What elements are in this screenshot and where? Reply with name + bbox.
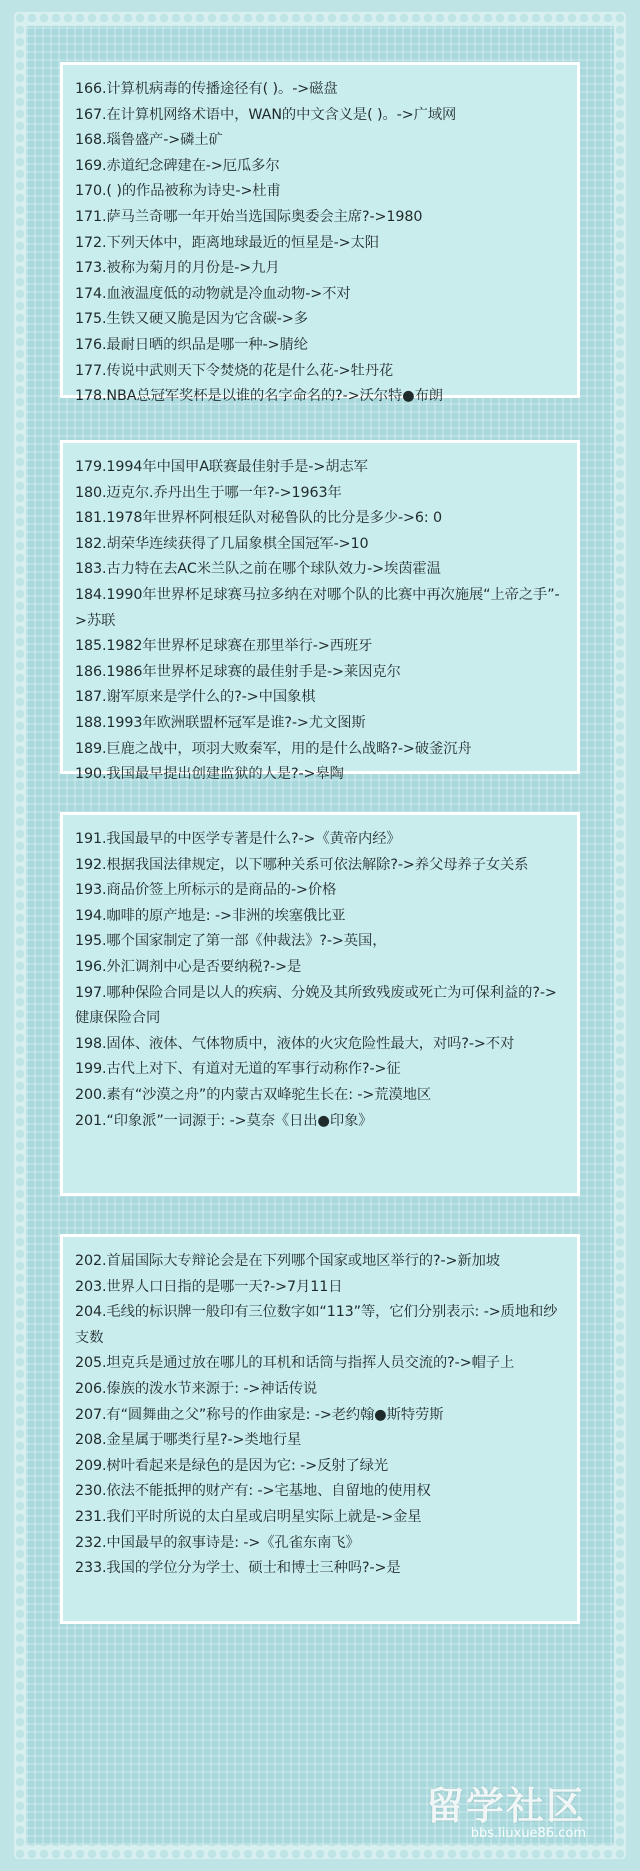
list-item: 177.传说中武则天下令焚烧的花是什么花->牡丹花 <box>75 362 394 379</box>
watermark-url: bbs.liuxue86.com <box>470 1826 586 1841</box>
list-item: 231.我们平时所说的太白星或启明星实际上就是->金星 <box>75 1508 422 1525</box>
list-item: 189.巨鹿之战中，项羽大败秦军，用的是什么战略?->破釜沉舟 <box>75 740 472 757</box>
list-item: 200.素有“沙漠之舟”的内蒙古双峰驼生长在: ->荒漠地区 <box>75 1086 432 1103</box>
list-item: 174.血液温度低的动物就是冷血动物->不对 <box>75 285 351 302</box>
list-item: 181.1978年世界杯阿根廷队对秘鲁队的比分是多少->6: 0 <box>75 510 443 527</box>
list-item: 183.古力特在去AC米兰队之前在哪个球队效力->埃茵霍温 <box>75 561 441 578</box>
list-item: 205.坦克兵是通过放在哪儿的耳机和话筒与指挥人员交流的?->帽子上 <box>75 1355 515 1372</box>
list-item: 173.被称为菊月的月份是->九月 <box>75 260 280 277</box>
list-item: 167.在计算机网络术语中，WAN的中文含义是( )。->广域网 <box>75 106 457 123</box>
list-item: 209.树叶看起来是绿色的是因为它: ->反射了绿光 <box>75 1457 389 1474</box>
watermark-logo-text: 留学社区 <box>425 1784 586 1828</box>
list-item: 199.古代上对下、有道对无道的军事行动称作?->征 <box>75 1061 401 1078</box>
list-item: 192.根据我国法律规定，以下哪种关系可依法解除?->养父母养子女关系 <box>75 856 529 873</box>
list-item: 195.哪个国家制定了第一部《仲裁法》?->英国， <box>75 933 387 950</box>
list-item: 182.胡荣华连续获得了几届象棋全国冠军->10 <box>75 535 369 552</box>
list-item: 233.我国的学位分为学士、硕士和博士三种吗?->是 <box>75 1560 401 1577</box>
list-item: 207.有“圆舞曲之父”称号的作曲家是: ->老约翰●斯特劳斯 <box>75 1406 444 1423</box>
list-item: 232.中国最早的叙事诗是: ->《孔雀东南飞》 <box>75 1534 360 1551</box>
list-item: 185.1982年世界杯足球赛在那里举行->西班牙 <box>75 638 373 655</box>
question-list <box>75 1249 569 1582</box>
list-item: 202.首届国际大专辩论会是在下列哪个国家或地区举行的?->新加坡 <box>75 1253 500 1269</box>
list-item: 186.1986年世界杯足球赛的最佳射手是->莱因克尔 <box>75 663 401 680</box>
question-list <box>75 827 569 1134</box>
list-item: 180.迈克尔.乔丹出生于哪一年?->1963年 <box>75 484 342 501</box>
question-list <box>75 77 569 410</box>
list-item: 175.生铁又硬又脆是因为它含碳->多 <box>75 311 308 328</box>
list-item: 208.金星属于哪类行星?->类地行星 <box>75 1432 302 1449</box>
list-item: 206.傣族的泼水节来源于: ->神话传说 <box>75 1380 318 1397</box>
list-item: 166.计算机病毒的传播途径有( )。->磁盘 <box>75 81 338 97</box>
question-card-3 <box>60 812 580 1196</box>
list-item: 184.1990年世界杯足球赛马拉多纳在对哪个队的比赛中再次施展“上帝之手”->苏联 <box>75 586 560 629</box>
list-item: 197.哪种保险合同是以人的疾病、分娩及其所致残废或死亡为可保利益的?->健康保险合同 <box>75 984 557 1027</box>
list-item: 198.固体、液体、气体物质中，液体的火灾危险性最大，对吗?->不对 <box>75 1035 515 1052</box>
question-card-4 <box>60 1234 580 1624</box>
list-item: 187.谢军原来是学什么的?->中国象棋 <box>75 689 316 706</box>
list-item: 168.瑙鲁盛产->磷土矿 <box>75 132 223 149</box>
question-list <box>75 455 569 788</box>
site-watermark <box>426 1775 586 1841</box>
list-item: 201.“印象派”一词源于: ->莫奈《日出●印象》 <box>75 1112 373 1129</box>
list-item: 170.( )的作品被称为诗史->杜甫 <box>75 183 281 200</box>
list-item: 178.NBA总冠军奖杯是以谁的名字命名的?->沃尔特●布朗 <box>75 388 443 405</box>
list-item: 169.赤道纪念碑建在->厄瓜多尔 <box>75 157 280 174</box>
list-item: 193.商品价签上所标示的是商品的->价格 <box>75 882 337 899</box>
list-item: 179.1994年中国甲A联赛最佳射手是->胡志军 <box>75 459 368 475</box>
question-card-2 <box>60 440 580 783</box>
list-item: 194.咖啡的原产地是: ->非洲的埃塞俄比亚 <box>75 907 346 924</box>
list-item: 188.1993年欧洲联盟杯冠军是谁?->尤文图斯 <box>75 714 366 731</box>
list-item: 230.依法不能抵押的财产有: ->宅基地、自留地的使用权 <box>75 1483 431 1500</box>
list-item: 204.毛线的标识牌一般印有三位数字如“113”等，它们分别表示: ->质地和纱支数 <box>75 1304 558 1346</box>
list-item: 191.我国最早的中医学专著是什么?->《黄帝内经》 <box>75 831 401 847</box>
question-card-1 <box>60 62 580 405</box>
list-item: 196.外汇调剂中心是否要纳税?->是 <box>75 958 302 975</box>
list-item: 176.最耐日晒的织品是哪一种->腈纶 <box>75 336 308 353</box>
list-item: 190.我国最早提出创建监狱的人是?->皋陶 <box>75 766 344 783</box>
list-item: 171.萨马兰奇哪一年开始当选国际奥委会主席?->1980 <box>75 208 423 225</box>
list-item: 172.下列天体中，距离地球最近的恒星是->太阳 <box>75 234 379 251</box>
list-item: 203.世界人口日指的是哪一天?->7月11日 <box>75 1278 343 1295</box>
